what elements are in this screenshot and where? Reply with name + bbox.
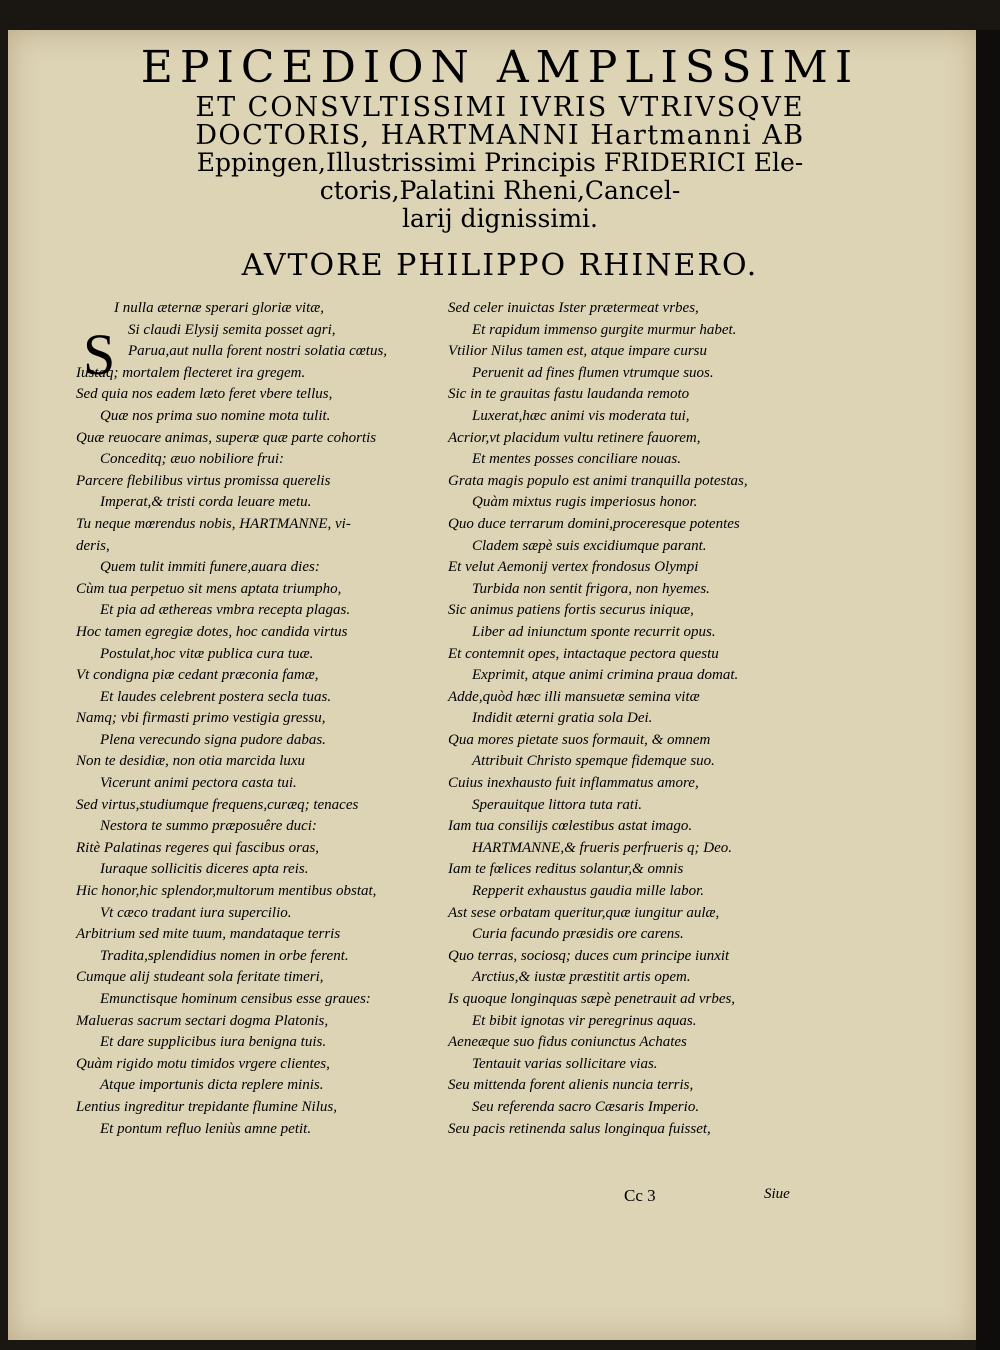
verse-line: Indidit æterni gratia sola Dei. (472, 710, 653, 727)
verse-line: Et velut Aemonij vertex frondosus Olympi (448, 559, 699, 576)
verse-line: Lentius ingreditur trepidante flumine Nilus, (76, 1098, 337, 1115)
verse-line: Tradita,splendidius nomen in orbe ferent. (100, 947, 349, 964)
verse-line: Postulat,hoc vitæ publica cura tuæ. (100, 645, 314, 662)
verse-line: deris, (76, 537, 110, 554)
verse-line: Parua,aut nulla forent nostri solatia cœtus, (128, 343, 388, 360)
verse-line: Parcere flebilibus virtus promissa querelis (76, 472, 331, 489)
verse-line: Seu pacis retinenda salus longinqua fuisset, (448, 1120, 711, 1137)
verse-line: Et laudes celebrent postera secla tuas. (100, 688, 332, 705)
drop-cap: S (83, 322, 116, 387)
verse-line: I nulla æternæ sperari gloriæ vitæ, (114, 300, 325, 316)
title-line-1: EPICEDION AMPLISSIMI (140, 42, 860, 93)
verse-line: Quàm mixtus rugis imperiosus honor. (472, 494, 698, 511)
verse-line: Repperit exhaustus gaudia mille labor. (472, 883, 705, 900)
title-line-2: ET CONSVLTISSIMI IVRIS VTRIVSQVE (195, 92, 805, 123)
verse-line: Adde,quòd hæc illi mansuetæ semina vitæ (448, 688, 700, 705)
verse-line: Grata magis populo est animi tranquilla potestas, (448, 472, 748, 489)
verse-line: Iam tua consilijs cœlestibus astat imago. (448, 818, 693, 835)
verse-line: Arbitrium sed mite tuum, mandataque terris (76, 926, 341, 943)
verse-line: Liber ad iniunctum sponte recurrit opus. (472, 623, 716, 640)
verse-line: Sed virtus,studiumque frequens,curæq; tenaces (76, 796, 359, 813)
verse-line: Iuraque sollicitis diceres apta reis. (100, 861, 309, 878)
verse-line: Et bibit ignotas vir peregrinus aquas. (472, 1012, 697, 1029)
verse-line: Iam te fœlices reditus solantur,& omnis (448, 861, 684, 878)
verse-line: Turbida non sentit frigora, non hyemes. (472, 580, 710, 597)
verse-line: Hoc tamen egregiæ dotes, hoc candida virtus (76, 623, 348, 640)
title-line-3: DOCTORIS, HARTMANNI Hartmanni AB (195, 120, 805, 151)
verse-line: Sed celer inuictas Ister prætermeat vrbes, (448, 300, 699, 316)
verse-line: Sic in te grauitas fastu laudanda remoto (448, 386, 690, 403)
verse-line: Ast sese orbatam queritur,quæ iungitur aulæ, (448, 904, 720, 921)
verse-line: Non te desidiæ, non otia marcida luxu (76, 753, 306, 770)
author-line: AVTORE PHILIPPO RHINERO. (241, 248, 759, 283)
verse-line: Quæ nos prima suo nomine mota tulit. (100, 407, 331, 424)
verse-line: Sperauitque littora tuta rati. (472, 796, 643, 813)
verse-line: Vt cæco tradant iura supercilio. (100, 904, 292, 921)
verse-line: Et contemnit opes, intactaque pectora questu (448, 645, 719, 662)
poem-right-column (448, 298, 808, 1140)
verse-line: Namq; vbi firmasti primo vestigia gressu, (76, 710, 326, 727)
verse-line: Et pontum refluo leniùs amne petit. (100, 1120, 312, 1137)
signature-mark: Cc 3 (624, 1186, 656, 1205)
verse-line: Quem tulit immiti funere,auara dies: (100, 559, 320, 576)
verse-line: Et mentes posses conciliare nouas. (472, 451, 681, 468)
verse-line: Seu referenda sacro Cæsaris Imperio. (472, 1098, 700, 1115)
verse-line: Seu mittenda forent alienis nuncia terris, (448, 1077, 694, 1094)
verse-line: Curia facundo præsidis ore carens. (472, 926, 684, 943)
verse-line: HARTMANNE,& frueris perfrueris q; Deo. (472, 839, 732, 856)
verse-line: Nestora te summo præposuêre duci: (100, 818, 317, 835)
verse-line: Iustaq; mortalem flecteret ira gregem. (76, 364, 306, 381)
verse-line: Cumque alij studeant sola feritate timeri, (76, 969, 324, 986)
title-line-6: larij dignissimi. (402, 204, 598, 233)
verse-line: Tu neque mœrendus nobis, HARTMANNE, vi- (76, 515, 351, 532)
verse-line: Quæ reuocare animas, superæ quæ parte cohortis (76, 429, 377, 446)
poem-left-column (76, 298, 426, 1140)
verse-line: Atque importunis dicta replere minis. (100, 1077, 324, 1094)
verse-line: Hic honor,hic splendor,multorum mentibus obstat, (76, 883, 377, 900)
verse-line: Cladem sæpè suis excidiumque parant. (472, 537, 707, 554)
catchword: Siue (764, 1186, 790, 1202)
verse-line: Vt condigna piæ cedant præconia famæ, (76, 667, 319, 684)
verse-line: Aeneæque suo fidus coniunctus Achates (448, 1034, 687, 1051)
verse-line: Quo duce terrarum domini,proceresque potentes (448, 515, 740, 532)
verse-line: Tentauit varias sollicitare vias. (472, 1055, 658, 1072)
verse-line: Quo terras, sociosq; duces cum principe iunxit (448, 947, 730, 964)
verse-line: Exprimit, atque animi crimina praua domat. (472, 667, 739, 684)
title-line-5: ctoris,Palatini Rheni,Cancel- (319, 176, 681, 205)
verse-line: Vicerunt animi pectora casta tui. (100, 775, 297, 792)
verse-line: Quàm rigido motu timidos vrgere clientes, (76, 1055, 330, 1072)
verse-line: Cùm tua perpetuo sit mens aptata triumpho, (76, 580, 342, 597)
verse-line: Et dare supplicibus iura benigna tuis. (100, 1034, 327, 1051)
verse-line: Ritè Palatinas regeres qui fascibus oras, (76, 839, 320, 856)
verse-line: Imperat,& tristi corda leuare metu. (100, 494, 312, 511)
verse-line: Attribuit Christo spemque fidemque suo. (472, 753, 715, 770)
verse-line: Et pia ad æthereas vmbra recepta plagas. (100, 602, 351, 619)
verse-line: Qua mores pietate suos formauit, & omnem (448, 731, 711, 748)
verse-line: Malueras sacrum sectari dogma Platonis, (76, 1012, 329, 1029)
verse-line: Sic animus patiens fortis securus iniquæ, (448, 602, 694, 619)
verse-line: Luxerat,hæc animi vis moderata tui, (472, 407, 690, 424)
verse-line: Si claudi Elysij semita posset agri, (128, 321, 336, 338)
verse-line: Acrior,vt placidum vultu retinere fauorem, (448, 429, 701, 446)
verse-line: Sed quia nos eadem læto feret vbere tellus, (76, 386, 333, 403)
verse-line: Vtilior Nilus tamen est, atque impare cursu (448, 343, 708, 360)
verse-line: Et rapidum immenso gurgite murmur habet. (472, 321, 737, 338)
verse-line: Arctius,& iustæ præstitit artis opem. (472, 969, 691, 986)
verse-line: Plena verecundo signa pudore dabas. (100, 731, 326, 748)
verse-line: Emunctisque hominum censibus esse graues: (100, 991, 371, 1007)
verse-line: Conceditq; æuo nobiliore frui: (100, 451, 285, 468)
verse-line: Is quoque longinquas sæpè penetrauit ad vrbes, (448, 991, 736, 1007)
verse-line: Cuius inexhausto fuit inflammatus amore, (448, 775, 699, 792)
verse-line: Peruenit ad fines flumen vtrumque suos. (472, 364, 714, 381)
title-line-4: Eppingen,Illustrissimi Principis FRIDERICI Ele- (196, 148, 804, 177)
